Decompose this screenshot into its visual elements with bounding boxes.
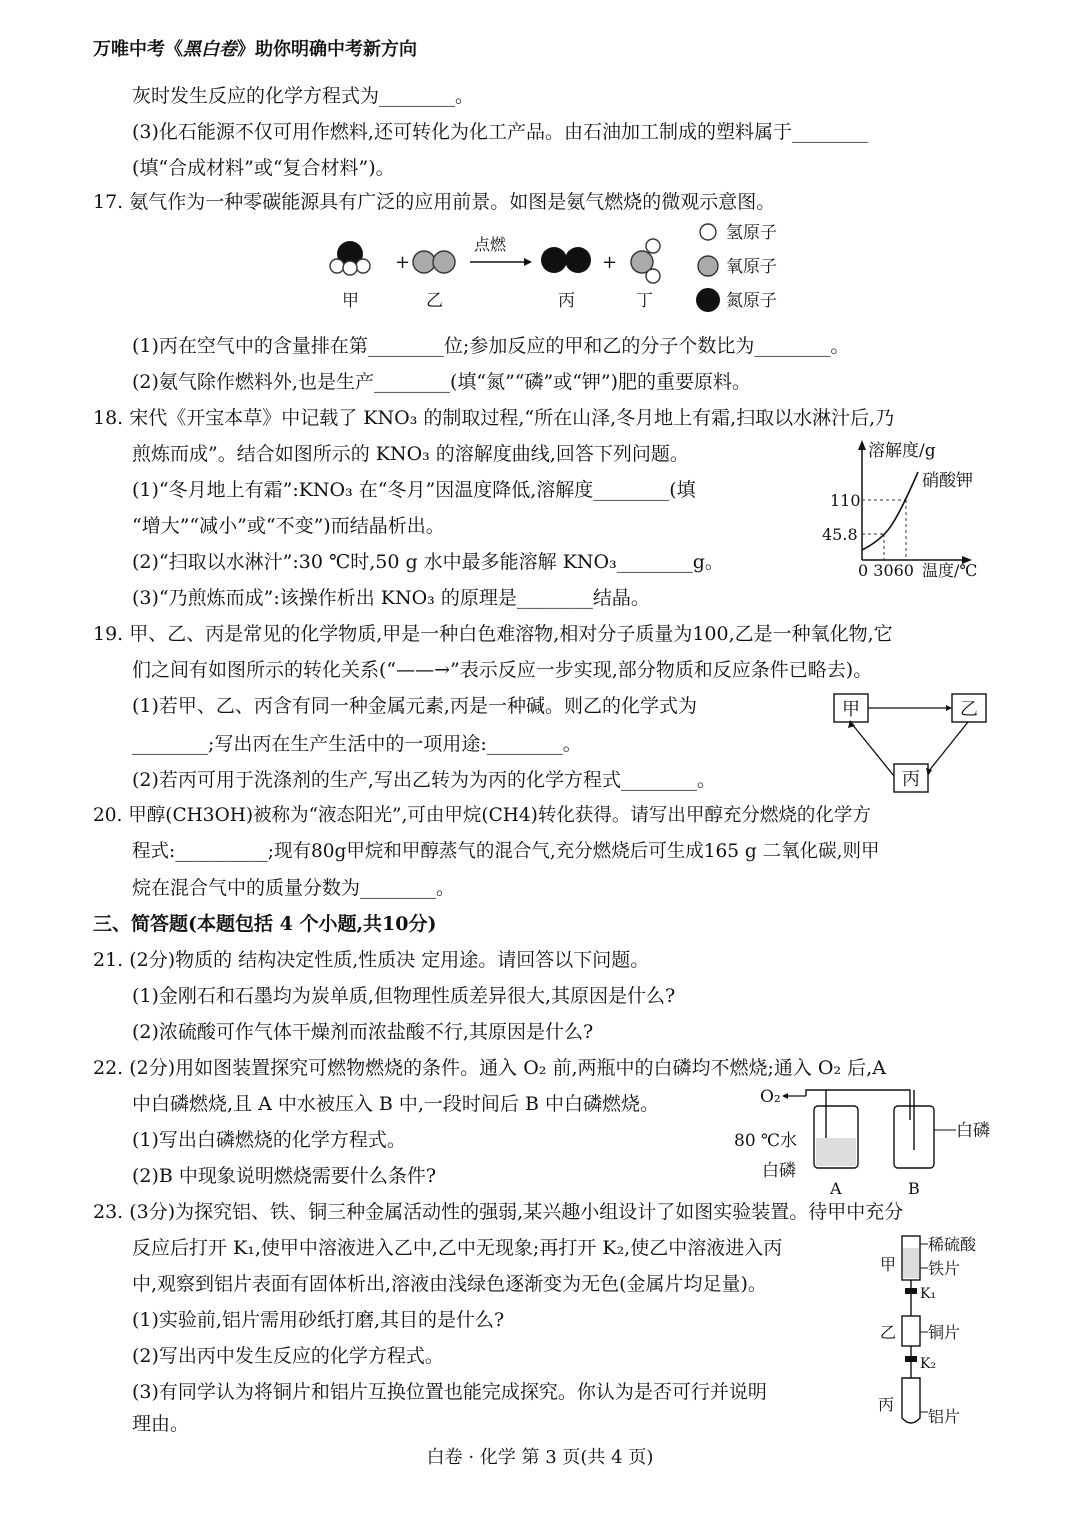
o2-arrowhead [782, 1093, 788, 1099]
q23-stem-2: 反应后打开 K₁,使甲中溶液进入乙中,乙中无现象;再打开 K₂,使乙中溶液进入丙 [132, 1237, 783, 1259]
tube-yi [902, 1316, 920, 1346]
tube-bing [902, 1378, 920, 1423]
legend-hydrogen-icon [700, 224, 716, 240]
node-jia-label: 甲 [842, 699, 860, 720]
nitrogen-atom [565, 247, 591, 273]
q20-line-2: 程式:__________;现有80g甲烷和甲醇蒸气的混合气,充分燃烧后可生成165 g 二氧化碳,则甲 [132, 841, 880, 862]
label-yi: 乙 [880, 1323, 897, 1342]
q16-line-2: (3)化石能源不仅可用作燃料,还可转化为化工产品。由石油加工制成的塑料属于________ [132, 121, 868, 143]
fig18-solubility-curve [818, 438, 998, 588]
header-prefix: 万唯中考《 [93, 39, 183, 60]
label-bing: 丙 [878, 1395, 895, 1414]
tick-110: 110 [830, 491, 861, 510]
node-bing-label: 丙 [902, 769, 920, 790]
fig19-relation-diagram [828, 690, 998, 800]
arrow-yi-bing [928, 722, 968, 772]
phos-left-label: 白磷 [762, 1161, 796, 1181]
y-axis-label: 溶解度/g [868, 441, 936, 461]
label-ding: 丁 [636, 291, 653, 311]
q23-part1: (1)实验前,铝片需用砂纸打磨,其目的是什么? [132, 1309, 505, 1331]
bottle-a-water [816, 1138, 856, 1166]
q18-part1-a: (1)“冬月地上有霜”:KNO₃ 在“冬月”因温度降低,溶解度________(填 [132, 479, 696, 501]
q18-part1-b: “增大”“减小”或“不变”)而结晶析出。 [132, 515, 445, 537]
valve-k1 [905, 1288, 917, 1294]
hydrogen-atom [343, 261, 357, 275]
q18-part3: (3)“乃煎炼而成”:该操作析出 KNO₃ 的原理是________结晶。 [132, 587, 650, 609]
q21-part1: (1)金刚石和石墨均为炭单质,但物理性质差异很大,其原因是什么? [132, 985, 676, 1007]
q23-part3-b: 理由。 [132, 1413, 190, 1435]
valve-k2 [905, 1356, 917, 1362]
fig22-apparatus [730, 1080, 1000, 1198]
plus-sign-1: + [395, 252, 411, 273]
arrow-bing-jia [852, 724, 894, 776]
legend-oxygen: 氧原子 [726, 257, 777, 277]
hydrogen-atom [646, 269, 660, 283]
hydrogen-atom [356, 259, 370, 273]
o2-label: O₂ [760, 1087, 781, 1107]
tick-45-8: 45.8 [822, 525, 858, 544]
q21-stem: 21. (2分)物质的 结构决定性质,性质决 定用途。请回答以下问题。 [93, 949, 650, 971]
legend-nitrogen: 氮原子 [726, 291, 777, 311]
hydrogen-atom [330, 259, 344, 273]
tube-jia-acid [903, 1248, 919, 1278]
fig23-apparatus [872, 1228, 1002, 1434]
legend-nitrogen-icon [696, 288, 720, 312]
q18-part2: (2)“扫取以水淋汁”:30 ℃时,50 g 水中最多能溶解 KNO₃________g。 [132, 551, 724, 573]
q16-line-3: (填“合成材料”或“复合材料”)。 [132, 157, 395, 179]
page-header [93, 38, 417, 62]
q23-stem-1: 23. (3分)为探究铝、铁、铜三种金属活动性的强弱,某兴趣小组设计了如图实验装置。待甲中充分 [93, 1201, 904, 1223]
q18-stem-1: 18. 宋代《开宝本草》中记载了 KNO₃ 的制取过程,“所在山泽,冬月地上有霜,扫取以水淋汁后,乃 [93, 407, 895, 429]
curve-label: 硝酸钾 [922, 471, 973, 491]
q19-part1-a: (1)若甲、乙、丙含有同一种金属元素,丙是一种碱。则乙的化学式为 [132, 695, 697, 717]
oxygen-atom [433, 251, 455, 273]
q22-part2: (2)B 中现象说明燃烧需要什么条件? [132, 1165, 437, 1187]
q19-part2: (2)若丙可用于洗涤剂的生产,写出乙转为为丙的化学方程式________。 [132, 769, 716, 791]
q19-part1-b: ________;写出丙在生产生活中的一项用途:________。 [132, 733, 582, 755]
x-axis-label: 温度/℃ [922, 561, 978, 580]
label-yi: 乙 [426, 291, 443, 311]
q23-part3-a: (3)有同学认为将铜片和铝片互换位置也能完成探究。你认为是否可行并说明 [132, 1381, 767, 1403]
acid-label: 稀硫酸 [928, 1235, 977, 1254]
q22-stem-1: 22. (2分)用如图装置探究可燃物燃烧的条件。通入 O₂ 前,两瓶中的白磷均不燃烧;通入 O₂ 后,A [93, 1057, 886, 1079]
phos-right-label: 白磷 [956, 1121, 990, 1141]
k1-label: K₁ [920, 1286, 937, 1302]
q21-part2: (2)浓硫酸可作气体干燥剂而浓盐酸不行,其原因是什么? [132, 1021, 594, 1043]
q17-stem: 17. 氨气作为一种零碳能源具有广泛的应用前景。如图是氨气燃烧的微观示意图。 [93, 191, 776, 213]
section-3-title: 三、简答题(本题包括 4 个小题,共10分) [93, 913, 437, 935]
q23-part2: (2)写出丙中发生反应的化学方程式。 [132, 1345, 444, 1367]
oxygen-atom [413, 251, 435, 273]
nitrogen-atom [541, 247, 567, 273]
q23-stem-3: 中,观察到铝片表面有固体析出,溶液由浅绿色逐渐变为无色(金属片均足量)。 [132, 1273, 767, 1295]
node-yi-label: 乙 [960, 699, 978, 720]
bottle-a-label: A [830, 1179, 842, 1198]
page-footer: 白卷 · 化学 第 3 页(共 4 页) [426, 1447, 654, 1468]
legend-hydrogen: 氢原子 [726, 223, 777, 243]
q22-part1: (1)写出白磷燃烧的化学方程式。 [132, 1129, 406, 1151]
q20-line-1: 20. 甲醇(CH3OH)被称为“液态阳光”,可由甲烷(CH4)转化获得。请写出甲醇充分燃烧的化学方 [93, 805, 871, 826]
label-bing: 丙 [558, 291, 575, 311]
q17-part2: (2)氨气除作燃料外,也是生产________(填“氮”“磷”或“钾”)肥的重要原料。 [132, 371, 752, 393]
cu-label: 铜片 [928, 1323, 961, 1342]
legend-oxygen-icon [698, 256, 718, 276]
hydrogen-atom [646, 239, 660, 253]
y-axis-arrowhead [858, 440, 866, 450]
bottle-b-label: B [908, 1179, 920, 1198]
q16-line-1: 灰时发生反应的化学方程式为________。 [132, 85, 475, 107]
reaction-condition: 点燃 [474, 235, 507, 254]
reaction-arrowhead [524, 258, 532, 266]
q22-stem-2: 中白磷燃烧,且 A 中水被压入 B 中,一段时间后 B 中白磷燃烧。 [132, 1093, 659, 1115]
water-label: 80 ℃水 [734, 1131, 798, 1151]
q20-line-3: 烷在混合气中的质量分数为________。 [132, 877, 456, 899]
k2-label: K₂ [920, 1356, 937, 1372]
fig17-micro-diagram [310, 218, 810, 318]
label-jia: 甲 [342, 291, 359, 311]
q18-stem-2: 煎炼而成”。结合如图所示的 KNO₃ 的溶解度曲线,回答下列问题。 [132, 443, 689, 465]
plus-sign-2: + [602, 252, 618, 273]
label-jia: 甲 [880, 1255, 897, 1274]
x-ticks: 0 3060 [858, 561, 914, 580]
al-label: 铝片 [928, 1407, 961, 1426]
fe-label: 铁片 [928, 1259, 961, 1278]
kno3-curve [862, 472, 918, 550]
q19-stem-2: 们之间有如图所示的转化关系(“——→”表示反应一步实现,部分物质和反应条件已略去)。 [132, 659, 873, 681]
header-suffix: 》助你明确中考新方向 [237, 39, 417, 60]
q19-stem-1: 19. 甲、乙、丙是常见的化学物质,甲是一种白色难溶物,相对分子质量为100,乙是一种氧化物,它 [93, 623, 893, 645]
q17-part1: (1)丙在空气中的含量排在第________位;参加反应的甲和乙的分子个数比为________。 [132, 335, 850, 357]
header-brand: 黑白卷 [183, 39, 237, 60]
arrowhead-jia-yi [946, 705, 952, 711]
